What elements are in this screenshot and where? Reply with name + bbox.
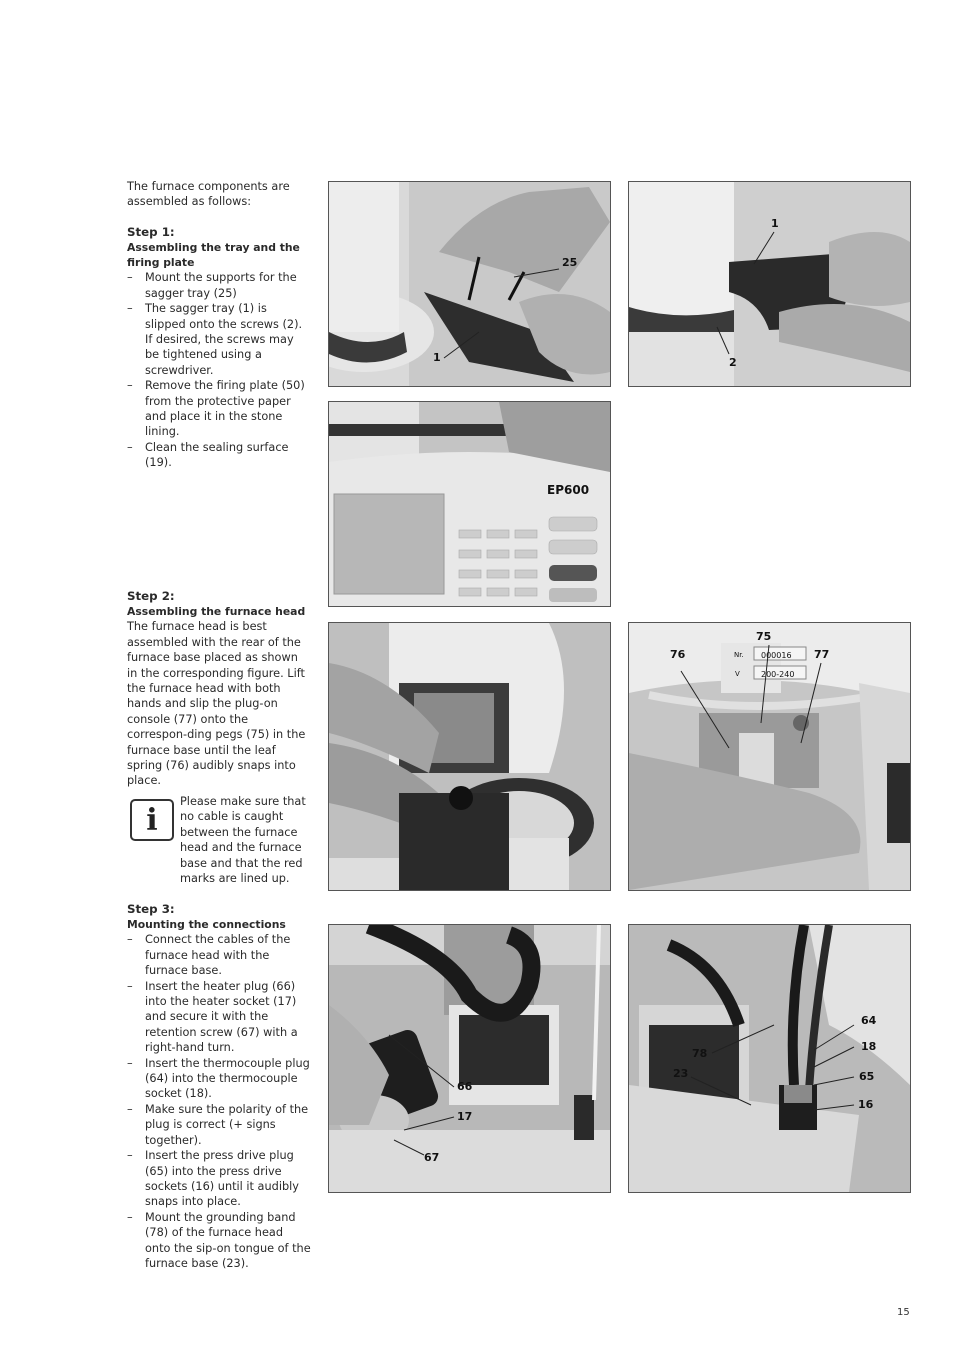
device-model-label: EP600 [547, 483, 590, 497]
callout-label: 77 [814, 648, 830, 661]
page-number: 15 [897, 1307, 910, 1318]
figure-control-panel [328, 401, 611, 607]
step1-section [127, 225, 311, 471]
list-item: – Mount the supports for the sagger tray (25) [127, 270, 311, 301]
callout-label: 64 [861, 1014, 877, 1027]
list-item: – The sagger tray (1) is slipped onto the screws (2). If desired, the screws may be tightened using a screwdriver. [127, 301, 311, 378]
step2-note: Please make sure that no cable is caught between the furnace head and the furnace base and that the red marks are lined up. [180, 795, 306, 886]
callout-label: 17 [457, 1110, 473, 1123]
callout-label: 25 [562, 256, 578, 269]
callout-label: 1 [433, 351, 441, 364]
info-icon: i [130, 799, 174, 841]
step2-section [127, 589, 311, 789]
list-item: – Insert the thermocouple plug (64) into the thermocouple socket (18). [127, 1056, 311, 1102]
step2-heading: Step 2: [127, 589, 175, 603]
plate-nr-value: 000016 [761, 651, 792, 660]
plate-nr-label: Nr. [734, 651, 744, 659]
step3-heading: Step 3: [127, 902, 175, 916]
figure-heater-plug [328, 924, 611, 1193]
callout-label: 18 [861, 1040, 877, 1053]
list-item: – Mount the grounding band (78) of the furnace head onto the sip-on tongue of the furnace base (23). [127, 1210, 311, 1272]
step3-list [127, 932, 311, 1271]
intro-paragraph: The furnace components are assembled as follows: [127, 180, 290, 209]
figure-furnace-head [328, 622, 611, 891]
list-item: – Insert the heater plug (66) into the heater socket (17) and secure it with the retention screw (67) with a right-hand turn. [127, 979, 311, 1056]
list-item: – Insert the press drive plug (65) into the press drive sockets (16) until it audibly snaps into place. [127, 1148, 311, 1210]
callout-label: 67 [424, 1151, 440, 1164]
step1-subheading: Assembling the tray and the firing plate [127, 241, 300, 270]
list-item: – Remove the firing plate (50) from the protective paper and place it in the stone lining. [127, 378, 311, 440]
list-item: – Clean the sealing surface (19). [127, 440, 311, 471]
figure-plug-on-console [628, 622, 911, 891]
step2-subheading: Assembling the furnace head [127, 605, 306, 619]
callout-label: 66 [457, 1080, 473, 1093]
step3-subheading: Mounting the connections [127, 918, 286, 932]
plate-v-label: V [735, 670, 740, 678]
callout-label: 78 [692, 1047, 708, 1060]
callout-label: 2 [729, 356, 737, 369]
callout-label: 76 [670, 648, 686, 661]
step2-body: The furnace head is best assembled with the rear of the furnace base placed as shown in the corresponding figure. Lift the furnace head with both hands and slip the plug-on console (77) onto the correspon-ding pegs (75) in the furnace base until the leaf spring (76) audibly snaps into place. [127, 620, 306, 788]
step1-heading: Step 1: [127, 225, 175, 239]
callout-label: 23 [673, 1067, 689, 1080]
list-item: – Make sure the polarity of the plug is correct (+ signs together). [127, 1102, 311, 1148]
figure-sagger-tray [628, 181, 911, 387]
callout-label: 1 [771, 217, 779, 230]
figure-tray-supports [328, 181, 611, 387]
step1-list [127, 270, 311, 470]
figure-connections [628, 924, 911, 1193]
callout-label: 65 [859, 1070, 875, 1083]
callout-label: 75 [756, 630, 772, 643]
plate-v-value: 200-240 [761, 670, 795, 679]
step3-section [127, 902, 311, 1271]
list-item: – Connect the cables of the furnace head with the furnace base. [127, 932, 311, 978]
intro-text [127, 179, 311, 210]
callout-label: 16 [858, 1098, 874, 1111]
